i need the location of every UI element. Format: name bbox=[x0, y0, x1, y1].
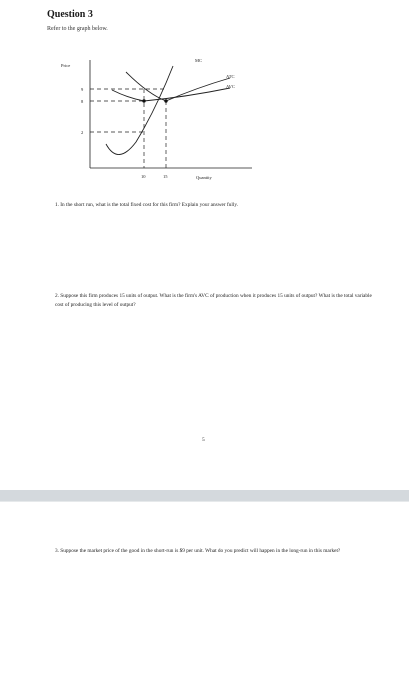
mc-curve bbox=[106, 66, 173, 155]
page-number: 5 bbox=[202, 437, 205, 443]
question-2: 2. Suppose this firm produces 15 units of output. What is the firm's AVC of production when it produces 15 units of output? What is the total variable cost of producing this level of output? bbox=[55, 293, 372, 308]
point-mc-avc bbox=[142, 99, 145, 102]
cost-curves-graph bbox=[56, 54, 316, 188]
y-axis-label: Price bbox=[61, 63, 71, 68]
mc-label: MC bbox=[195, 58, 203, 63]
question-1: 1. In the short run, what is the total fixed cost for this firm? Explain your answer fully. bbox=[55, 202, 238, 208]
graph-svg bbox=[56, 54, 316, 188]
y-tick-8: 8 bbox=[81, 99, 84, 104]
atc-label: ATC bbox=[226, 74, 235, 79]
x-tick-10: 10 bbox=[141, 174, 146, 179]
x-axis-label: Quantity bbox=[196, 175, 212, 180]
question-title: Question 3 bbox=[47, 9, 93, 20]
question-3: 3. Suppose the market price of the good in the short-run is $9 per unit. What do you predict will happen in the long-run in this market? bbox=[55, 548, 341, 554]
point-mc-atc bbox=[164, 99, 167, 102]
y-tick-9: 9 bbox=[81, 87, 84, 92]
page-break-edge bbox=[0, 501, 409, 502]
y-tick-2: 2 bbox=[81, 130, 84, 135]
page-break-bar bbox=[0, 490, 409, 501]
instruction-text: Refer to the graph below. bbox=[47, 26, 108, 32]
x-tick-15: 15 bbox=[163, 174, 168, 179]
avc-label: AVC bbox=[226, 84, 235, 89]
